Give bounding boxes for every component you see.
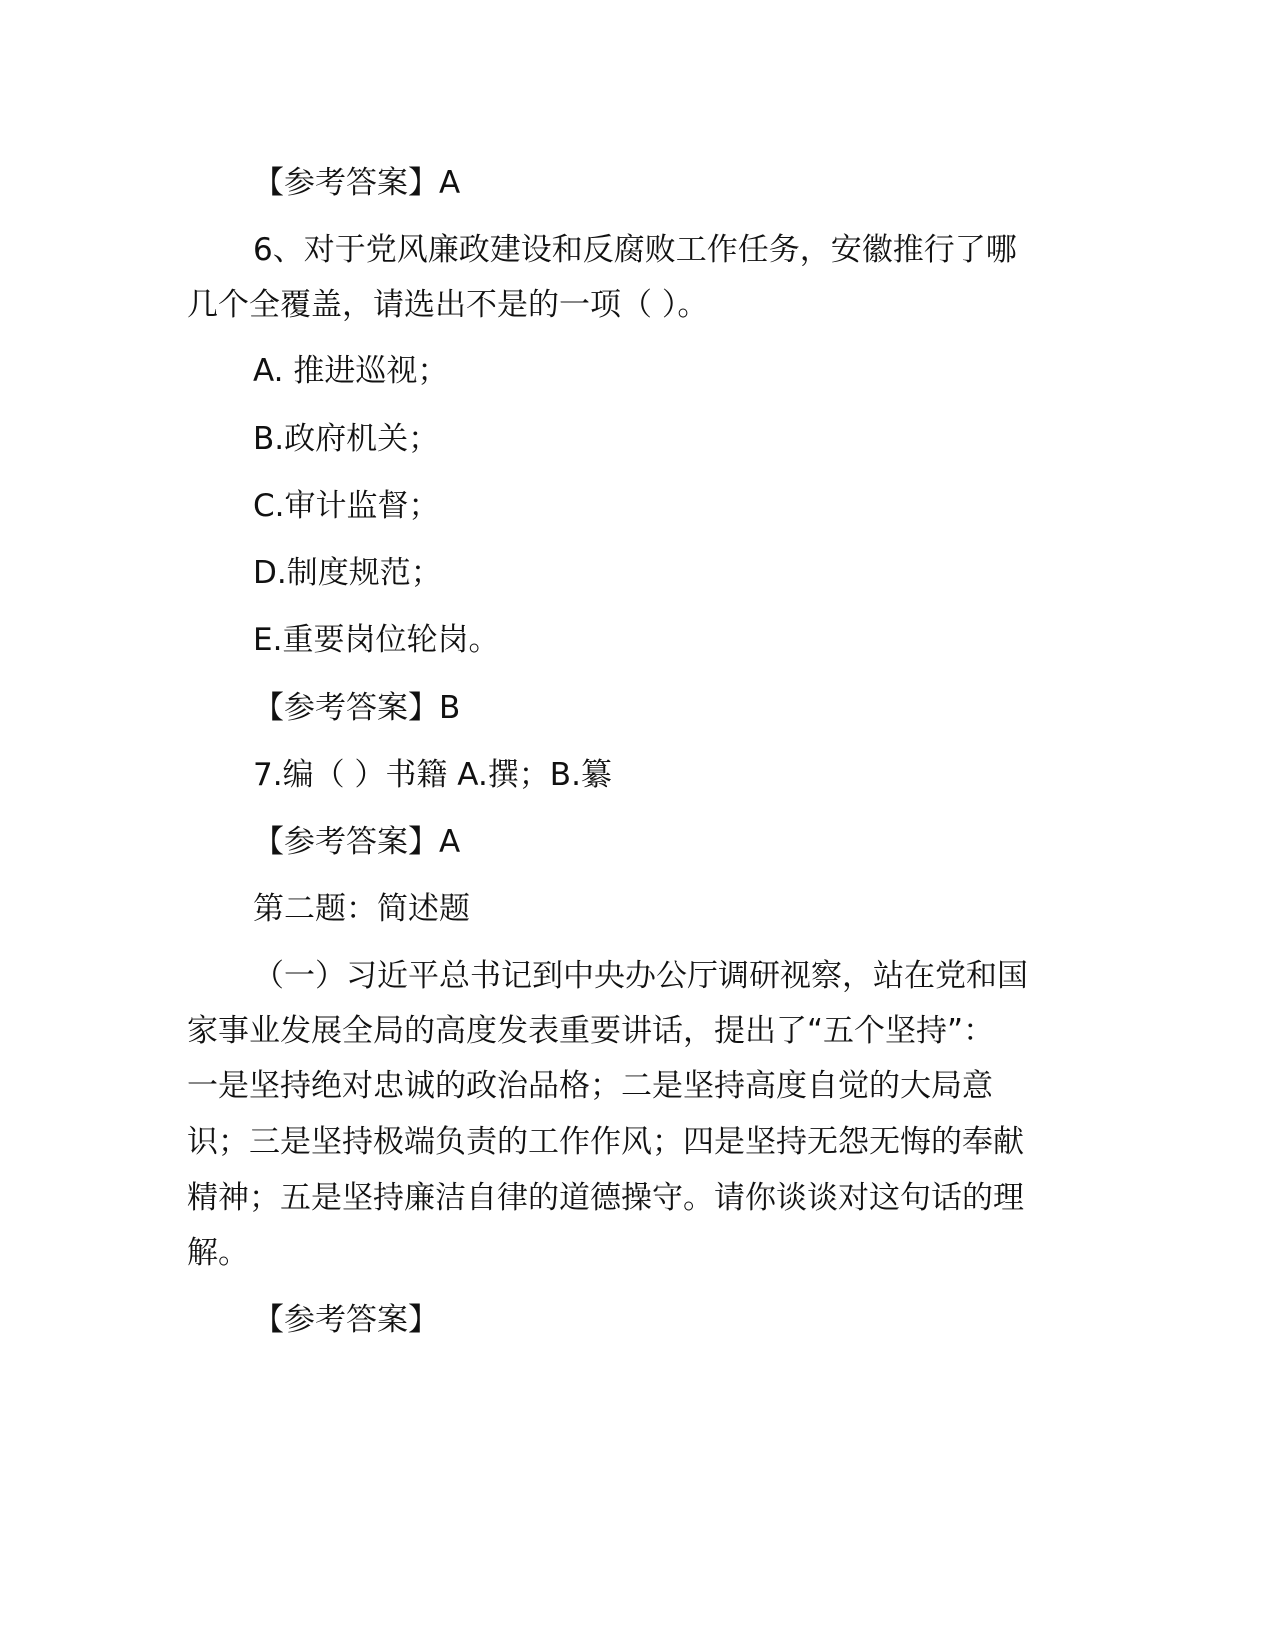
- option-e: E.重要岗位轮岗。: [253, 622, 500, 658]
- option-a: A. 推进巡视；: [253, 353, 449, 389]
- option-d: D.制度规范；: [253, 555, 442, 591]
- answer-label: 【参考答案】A: [253, 165, 461, 201]
- essay-question-line-1: （一）习近平总书记到中央办公厅调研视察，站在党和国: [253, 958, 1028, 994]
- section-title: 第二题：简述题: [253, 891, 470, 927]
- question-6-line-1: 6、对于党风廉政建设和反腐败工作任务，安徽推行了哪: [253, 232, 1017, 268]
- essay-question-line-4: 识；三是坚持极端负责的工作作风；四是坚持无怨无悔的奉献: [187, 1124, 1024, 1160]
- essay-question-line-3: 一是坚持绝对忠诚的政治品格；二是坚持高度自觉的大局意: [187, 1068, 993, 1104]
- answer-label: 【参考答案】A: [253, 824, 461, 860]
- option-b: B.政府机关；: [253, 421, 440, 457]
- essay-question-line-2: 家事业发展全局的高度发表重要讲话，提出了“五个坚持”：: [187, 1013, 995, 1049]
- option-c: C.审计监督；: [253, 488, 440, 524]
- essay-question-line-5: 精神；五是坚持廉洁自律的道德操守。请你谈谈对这句话的理: [187, 1180, 1024, 1216]
- question-7: 7.编（ ）书籍 A.撰；B.纂: [253, 757, 612, 793]
- question-6-line-2: 几个全覆盖，请选出不是的一项（ ）。: [187, 287, 709, 323]
- essay-question-line-6: 解。: [187, 1235, 249, 1271]
- answer-label: 【参考答案】B: [253, 690, 461, 726]
- answer-label: 【参考答案】: [253, 1302, 439, 1338]
